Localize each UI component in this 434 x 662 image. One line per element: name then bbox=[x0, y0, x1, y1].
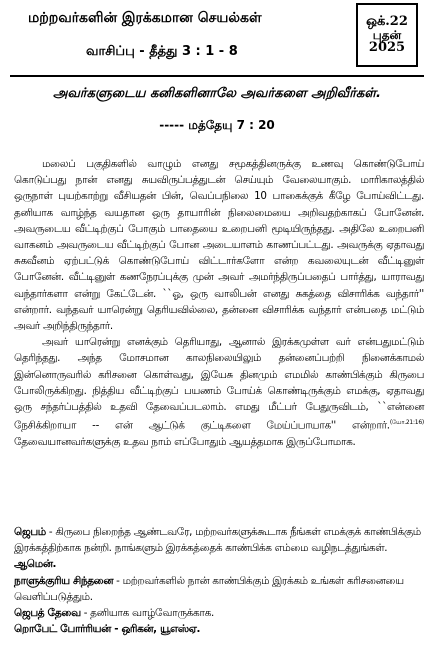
body-paragraph-1: மலைப் பகுதிகளில் வாழும் எனது சமூகத்தினருக்கு உணவு கொண்டுபோய் கொடுப்பது நான் எனது சுயவிருப்பத்துடன் செய்யும் வேலையாகும். மாரிகாலத்தில் ஒருநாள் புயற்காற்று வீசியதன் பின், வெப்பநிலை 10 பாகைக்குக் கீழே போய்விட்டது. தனியாக வாழ்ந்த வயதான ஒரு தாயாரின் நிலைமையை அறிவதற்காகப் போனேன். அவருடைய வீட்டிற்குப் போகும் பாதையை உறைபனி மூடியிருந்தது. அதிலே உறைபனி வாகனம் அவருடைய வீட்டிற்குப் போன அடையாளம் காணப்பட்டது. அவருக்கு ஏதாவது சுகவீனம் ஏற்பட்டுக் கொண்டுபோய் விட்டார்களோ என்ற கவலையுடன் வீட்டினுள் போனேன். வீட்டினுள் கணநேரப்புக்கு முன் அவர் அமர்ந்திருப்பதைப் பார்த்து, யாராவது வந்தார்களா என்று கேட்டேன். ``ஓ, ஒரு வாலிபன் எனது சுகத்தை விசாரிக்க வந்தார்'' என்றார். வந்தவர் யாரென்று தெரியவில்லை, தன்னை விசாரிக்க வந்தார் என்பதை மட்டும் அவர் அறிந்திருந்தார். bbox=[14, 158, 424, 333]
date-year: 2025 bbox=[368, 40, 406, 56]
date-day: ஒக்.22 bbox=[366, 14, 408, 30]
date-weekday: புதன் bbox=[372, 27, 402, 42]
date-box bbox=[356, 3, 418, 67]
body-paragraph-2 bbox=[14, 334, 424, 450]
prayer-label: ஜெபம் bbox=[14, 526, 46, 538]
prayer-section bbox=[14, 524, 424, 573]
thought-label: நாளுக்குரிய சிந்தனை bbox=[14, 574, 114, 587]
page-header bbox=[0, 0, 434, 88]
verse-citation: (யோ.21:16) bbox=[389, 419, 424, 427]
thought-section bbox=[14, 573, 424, 605]
header-divider bbox=[10, 75, 424, 77]
thought-text: - மற்றவர்களில் நான் காண்பிக்கும் இரக்கம் உங்கள் கரிசனையை வெளிப்படுத்தும். bbox=[14, 574, 404, 603]
key-verse-reference: ----- மத்தேயு 7 : 20 bbox=[159, 118, 275, 132]
prayer-need-text: - தனியாக வாழ்வோருக்காக. bbox=[80, 607, 215, 620]
devotional-title: மற்றவர்களின் இரக்கமான செயல்கள் bbox=[28, 10, 262, 26]
prayer-amen: ஆமென். bbox=[14, 558, 57, 571]
prayer-text: - கிருபை நிறைந்த ஆண்டவரே, மற்றவர்களுக்கூடாக நீங்கள் எமக்குக் காண்பிக்கும் இரக்கத்திற்காக நன்றி. நாங்களும் இரக்கத்தைக் காண்பிக்க எம்மை வழிநடத்துங்கள். bbox=[14, 526, 421, 555]
author-credit: றொபேட் போர்ரியன் - ஒரிகன், யூஎஸ்ஏ. bbox=[14, 623, 201, 636]
prayer-need-section bbox=[14, 605, 424, 621]
key-verse: அவர்களுடைய கனிகளினாலே அவர்களை அறிவீர்கள். bbox=[53, 86, 381, 101]
prayer-need-label: ஜெபத் தேவை bbox=[14, 607, 81, 620]
devotional-footer bbox=[14, 524, 424, 637]
devotional-body bbox=[14, 156, 424, 450]
body-paragraph-2-closing: தேவையானவர்களுக்கு உதவ நாம் எப்போதும் ஆயத்தமாக இருப்போமாக. bbox=[14, 435, 356, 448]
body-paragraph-2-text: அவர் யாரென்று எனக்கும் தெரியாது, ஆனால் இரக்கமுள்ள வர் என்பதுமட்டும் தெரிந்தது. அந்த மோசமான காலநிலையிலும் தன்னைப்பற்றி நினைக்காமல் இன்னொருவரில் கரிசனை கொள்வது, இயேசு தினமும் எமமில் காண்பிக்கும் கிருபை போலிருக்கிறது. நித்திய வீட்டிற்குப் பயணம் போய்க் கொண்டிருக்கும் எமக்கு, ஏதாவது ஒரு சந்தர்ப்பத்தில் உதவி தேவைப்படலாம். எமது மீட்பர் பேதுருவிடம், ``என்னை நேசிக்கிறாயா -- என் ஆட்டுக் குட்டிகளை மேய்ப்பாயாக'' என்றார். bbox=[14, 336, 424, 432]
scripture-reading: வாசிப்பு - தீத்து 3 : 1 - 8 bbox=[86, 44, 238, 59]
